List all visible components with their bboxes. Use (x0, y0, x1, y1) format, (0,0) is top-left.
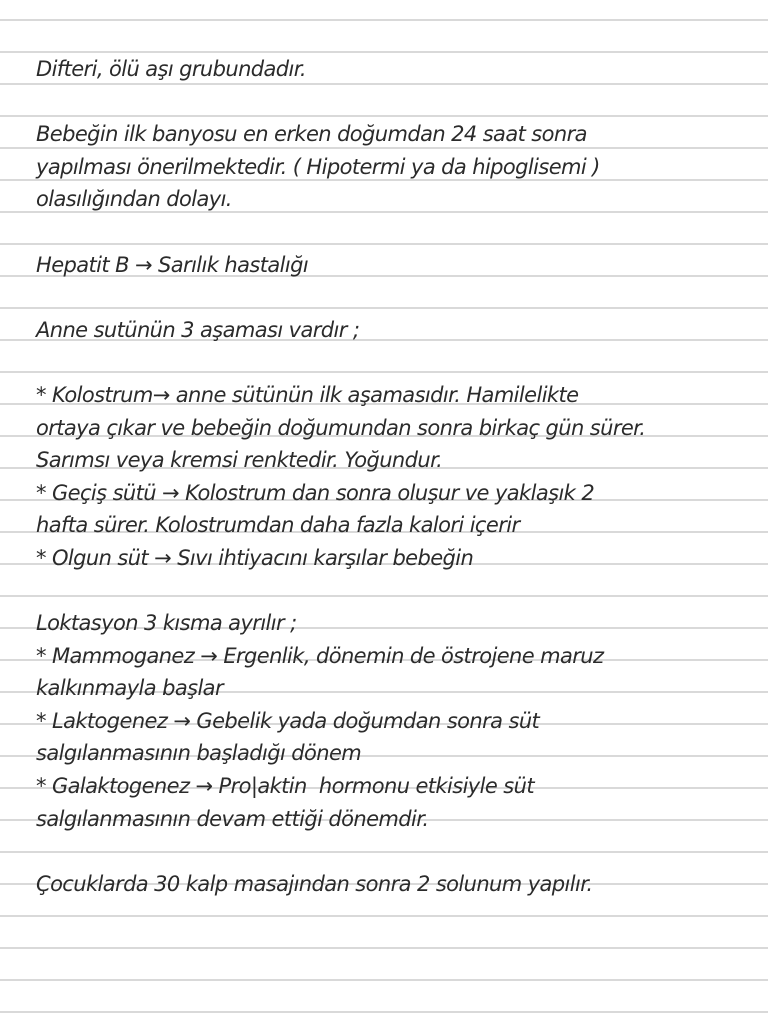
note-line: salgılanmasının devam ettiği dönemdir. (36, 806, 429, 831)
note-line: Bebeğin ilk banyosu en erken doğumdan 24 saat sonra (36, 122, 587, 147)
note-line: * Kolostrum→ anne sütünün ilk aşamasıdır. Hamilelikte (36, 382, 579, 407)
note-line: * Olgun süt → Sıvı ihtiyacını karşılar bebeğin (36, 545, 474, 570)
note-line: olasılığından dolayı. (36, 187, 232, 212)
note-line: hafta sürer. Kolostrumdan daha fazla kalori içerir (36, 513, 520, 538)
note-line (36, 215, 758, 248)
note-line: Hepatit B → Sarılık hastalığı (36, 252, 309, 277)
note-line: * Galaktogenez → Pro|aktin hormonu etkisiyle süt (36, 774, 534, 799)
note-line: yapılması önerilmektedir. ( Hipotermi ya da hipoglisemi ) (36, 154, 600, 179)
note-line (36, 85, 758, 118)
note-line: ortaya çıkar ve bebeğin doğumundan sonra birkaç gün sürer. (36, 415, 646, 440)
note-line: Difteri, ölü aşı grubundadır. (36, 57, 306, 81)
note-line: * Mammoganez → Ergenlik, dönemin de östrojene maruz (36, 643, 604, 668)
note-line (36, 574, 758, 607)
note-line (36, 345, 758, 378)
note-line: * Laktogenez → Gebelik yada doğumdan sonra süt (36, 708, 540, 733)
note-line: Sarımsı veya kremsi renktedir. Yoğundur. (36, 448, 443, 473)
note-line (36, 280, 758, 313)
note-line: * Geçiş sütü → Kolostrum dan sonra oluşur ve yaklaşık 2 (36, 480, 595, 505)
note-line: Çocuklarda 30 kalp masajından sonra 2 solunum yapılır. (36, 871, 593, 896)
note-line (36, 834, 758, 867)
note-line: Anne sutünün 3 aşaması vardır ; (36, 317, 360, 342)
note-line: salgılanmasının başladığı dönem (36, 741, 362, 766)
note-line: Loktasyon 3 kısma ayrılır ; (36, 611, 297, 636)
note-line: kalkınmayla başlar (36, 676, 223, 701)
note-text (36, 52, 758, 899)
